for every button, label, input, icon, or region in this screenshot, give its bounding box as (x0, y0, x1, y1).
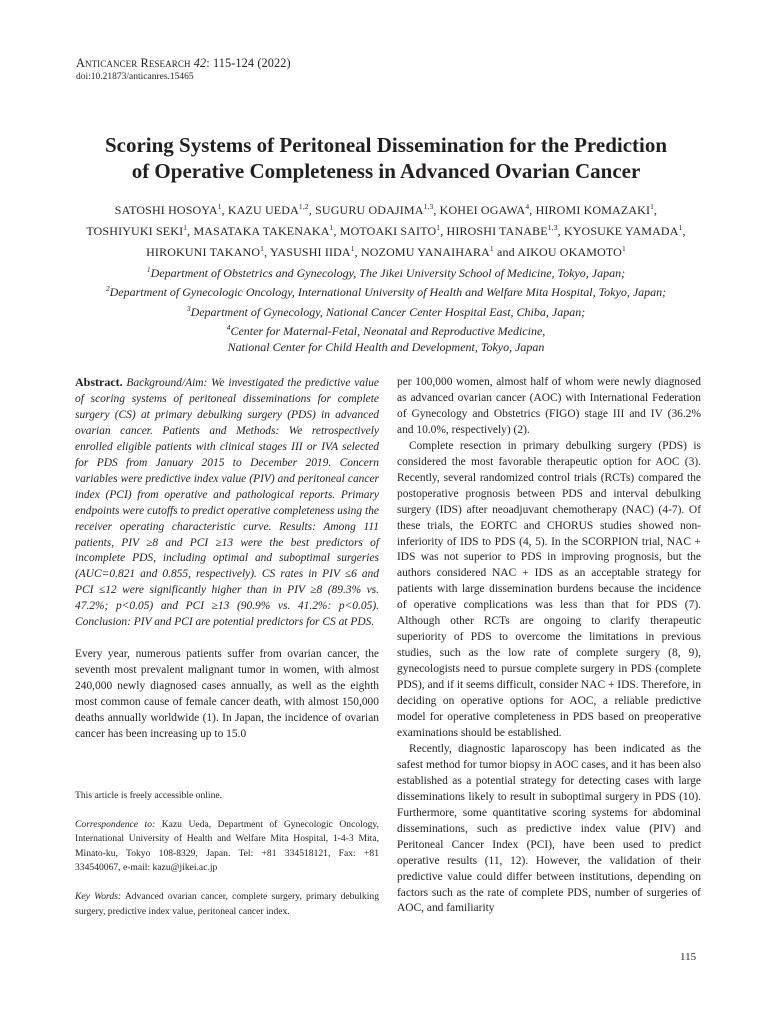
affiliation-number: 3 (186, 303, 191, 313)
affiliation-text: Center for Maternal-Fetal, Neonatal and Reproductive Medicine, (230, 323, 546, 338)
open-access-note: This article is freely accessible online. (75, 789, 223, 801)
journal-citation (76, 56, 291, 71)
author-name: SUGURU ODAJIMA (315, 203, 424, 217)
author-affiliation-mark: 1,2 (298, 202, 309, 211)
abstract (75, 375, 379, 631)
author-affiliation-mark: 1 (260, 244, 265, 253)
author-separator: , (264, 245, 270, 259)
journal-pages-year: : 115-124 (2022) (206, 56, 291, 70)
author-separator: , (529, 203, 536, 217)
correspondence-text: Kazu Ueda, Department of Gynecologic Oncology, International University of Health and Welfare Mita Hospital, 1-4-3 Mita, Minato-ku, Tokyo 108-8329, Japan. Tel: +81 334518121, Fax: +81 334540067, e-mail: kazu@jikei.ac.jp (75, 818, 379, 874)
author-separator: and (493, 245, 518, 259)
author-separator: , (433, 203, 440, 217)
author-name: TOSHIYUKI SEKI (86, 224, 184, 238)
left-column (75, 375, 379, 919)
paper-title (60, 132, 712, 184)
author-separator: , (187, 224, 194, 238)
affiliation-line (60, 262, 712, 281)
author-affiliation-mark: 1 (489, 244, 494, 253)
author-affiliation-mark: 1 (621, 244, 626, 253)
author-name: HIROKUNI TAKANO (146, 245, 261, 259)
author-separator: , (221, 203, 228, 217)
author-name: SATOSHI HOSOYA (114, 203, 218, 217)
author-affiliation-mark: 1,3 (423, 202, 434, 211)
author-affiliation-mark: 1 (329, 223, 334, 232)
author-affiliation-mark: 1 (650, 202, 655, 211)
affiliation-text: Department of Obstetrics and Gynecology, The Jikei University School of Medicine, Tokyo, Japan; (150, 266, 626, 280)
author-separator: , (440, 224, 447, 238)
doi: doi:10.21873/anticanres.15465 (76, 72, 194, 82)
affiliation-line (60, 281, 712, 300)
author-name: YASUSHI IIDA (269, 245, 351, 259)
affiliation-text: Department of Gynecology, National Cancer Center Hospital East, Chiba, Japan; (190, 304, 586, 319)
affiliation-line (60, 320, 712, 339)
author-affiliation-mark: 1,3 (547, 223, 558, 232)
body-paragraph: Recently, diagnostic laparoscopy has been indicated as the safest method for tumor biopsy in AOC cases, and it has been also established as a potential strategy for detecting cases with large disseminations likely to result in suboptimal surgery in PDS (10). Furthermore, some quantitative scoring systems for abdominal disseminations, such as predictive index value (PIV) and Peritoneal Cancer Index (PCI), have been used to predict operative results (11, 12). However, the validation of their predictive value could differ between institutions, depending on factors such as the rate of complete PDS, number of surgeries of AOC, and familiarity (397, 742, 701, 915)
title-line-2: of Operative Completeness in Advanced Ovarian Cancer (131, 159, 641, 183)
author-separator: , (557, 224, 564, 238)
journal-volume: 42 (193, 56, 207, 70)
author-name: MOTOAKI SAITO (339, 224, 437, 238)
correspondence-label: Correspondence to: (75, 818, 156, 830)
author-affiliation-mark: 1 (183, 223, 188, 232)
author-separator: , (654, 203, 658, 217)
author-name: KOHEI OGAWA (439, 203, 526, 217)
author-affiliation-mark: 1 (350, 244, 355, 253)
keywords-note (75, 890, 379, 919)
body-paragraph: Complete resection in primary debulking surgery (PDS) is considered the most favorable therapeutic option for AOC (3). Recently, several randomized control trials (RCTs) compared the postoperative prognosis between PDS and interval debulking surgery (IDS) after neoadjuvant chemotherapy (NAC) (4-7). Of these trials, the EORTC and CHORUS studies showed non-inferiority of IDS to PDS (4, 5). In the SCORPION trial, NAC + IDS was not superior to PDS in improving prognosis, but the authors considered NAC + IDS as an acceptable strategy for patients with large dissemination burdens because the incidence of operative complications was less than that for PDS (7). Although other RCTs are ongoing to clarify therapeutic superiority of PDS to overcome the limitations in previous studies, such as the low rate of complete surgery (8, 9), gynecologists need to pursue complete surgery in PDS (complete PDS), and if it seems difficult, consider NAC + IDS. Therefore, in deciding on operative options for AOC, a reliable predictive model for operative completeness in PDS based on preoperative examinations should be established. (397, 439, 701, 739)
journal-name: Anticancer Research (76, 56, 191, 70)
affiliation-text: Department of Gynecologic Oncology, International University of Health and Welfare Mita Hospital, Tokyo, Japan; (109, 285, 667, 300)
affiliation-line (60, 339, 712, 355)
affiliation-number: 4 (226, 322, 231, 332)
author-name: HIROMI KOMAZAKI (535, 203, 651, 217)
keywords-text: Advanced ovarian cancer, complete surgery, primary debulking surgery, predictive index value, peritoneal cancer index. (75, 890, 379, 917)
affiliation-number: 2 (105, 284, 110, 294)
author-name: KAZU UEDA (227, 203, 299, 217)
author-affiliation-mark: 1 (436, 223, 441, 232)
intro-paragraph: Every year, numerous patients suffer from ovarian cancer, the seventh most prevalent malignant tumor in women, with almost 240,000 newly diagnosed cases annually, as well as the eighth most common cause of female cancer death, with almost 150,000 deaths annually worldwide (1). In Japan, the incidence of ovarian cancer has been increasing up to 15.0 (75, 648, 379, 741)
abstract-text: Background/Aim: We investigated the predictive value of scoring systems of peritoneal disseminations for complete surgery (CS) at primary debulking surgery (PDS) in advanced ovarian cancer. Patients and Methods: We retrospectively enrolled eligible patients with clinical stages III or IVA selected for PDS from January 2015 to December 2019. Concern variables were predictive index value (PIV) and peritoneal cancer index (PCI) from operative and pathological reports. Primary endpoints were cutoffs to predict operative completeness using the receiver operating characteristic curve. Results: Among 111 patients, PIV ≥8 and PCI ≥13 were the best predictors of incomplete PDS, including optimal and suboptimal surgeries (AUC=0.821 and 0.855, respectively). CS rates in PIV ≤6 and PCI ≤12 were significantly higher than in PIV ≥8 (89.3% vs. 47.2%; p<0.05) and PCI ≥13 (90.9% vs. 41.2%: p<0.05). Conclusion: PIV and PCI are potential predictors for CS at PDS. (75, 377, 379, 629)
abstract-label: Abstract. (75, 375, 123, 389)
affiliation-list (60, 262, 712, 355)
page-number: 115 (680, 951, 697, 963)
author-affiliation-mark: 1 (678, 223, 683, 232)
affiliation-text: National Center for Child Health and Development, Tokyo, Japan (227, 340, 545, 355)
author-separator: , (682, 224, 686, 238)
affiliation-line (60, 301, 712, 320)
author-name: NOZOMU YANAIHARA (360, 245, 490, 259)
author-affiliation-mark: 1 (217, 202, 222, 211)
right-column (397, 375, 701, 917)
author-name: KYOSUKE YAMADA (563, 224, 679, 238)
correspondence-note (75, 818, 379, 876)
author-list (60, 198, 712, 261)
author-name: AIKOU OKAMOTO (517, 245, 622, 259)
keywords-label: Key Words: (75, 890, 122, 902)
author-separator: , (333, 224, 340, 238)
author-separator: , (354, 245, 361, 259)
author-name: HIROSHI TANABE (446, 224, 548, 238)
author-name: MASATAKA TAKENAKA (193, 224, 330, 238)
author-affiliation-mark: 4 (525, 202, 530, 211)
body-paragraph: per 100,000 women, almost half of whom were newly diagnosed as advanced ovarian cancer (AOC) with International Federation of Gynecology and Obstetrics (FIGO) stage III and IV (36.2% and 10.0%, respectively) (2). (397, 376, 701, 436)
affiliation-number: 1 (146, 265, 151, 274)
author-separator: , (308, 203, 316, 217)
title-line-1: Scoring Systems of Peritoneal Dissemination for the Prediction (104, 133, 668, 157)
